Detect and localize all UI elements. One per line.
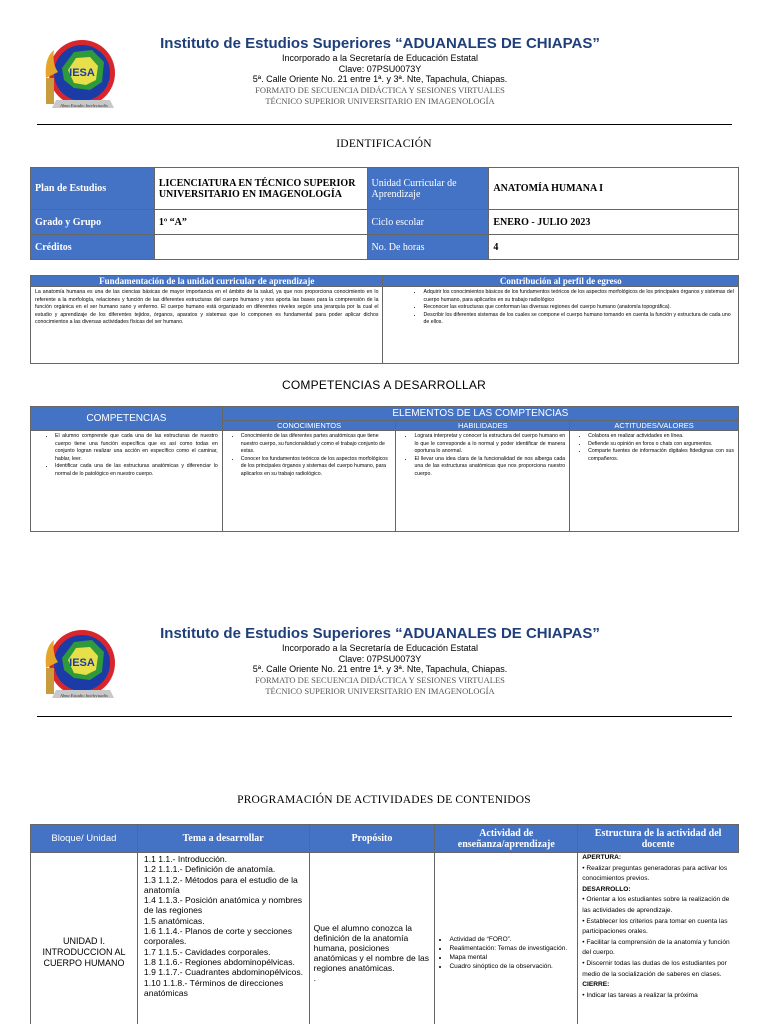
tema-item: 1.6 1.1.4.- Planos de corte y secciones corporales.	[143, 926, 293, 947]
iesa-logo	[40, 628, 124, 706]
temas-cell	[137, 853, 309, 1024]
proposito-cell	[309, 853, 435, 1024]
estructura-line: • Establecer los criterios para tomar en cuenta las participaciones orales.	[582, 917, 728, 936]
actitud-item: • Defiende su opinión en foros o chats con argumentos.	[588, 441, 734, 449]
address-line: 5ª. Calle Oriente No. 21 entre 1ª. y 3ª. Nte, Tapachula, Chiapas.	[252, 74, 508, 84]
institute-title: Instituto de Estudios Superiores “ADUANALES DE CHIAPAS”	[160, 625, 600, 642]
horas-value: 4	[489, 235, 739, 260]
fundamentacion-text: La anatomía humana es una de las ciencias básicas de mayor importancia en el ámbito de la salud, ya que nos proporciona conocimiento en lo referente a la morfología, relaciones y función de las diferentes estructuras del cuerpo humano y nos aporta las bases para la comprensión de la función orgánica en el ser humano sano y enfermo. El cuerpo humano está organizado en diferentes niveles según una jerarquía por la cual el estudio y aprendizaje de los diferentes tejidos, órganos, aparatos y sistemas que lo componen es fundamental para poder aplicar dichos conocimientos a las diversas actividades físicas del ser humano.	[31, 287, 383, 364]
tema-item: 1.2 1.1.1.- Definición de anatomía.	[143, 864, 276, 875]
identification-table	[30, 167, 739, 260]
tema-item: 1.8 1.1.6.- Regiones abdominopélvicas.	[143, 956, 295, 967]
plan-value: LICENCIATURA EN TÉCNICO SUPERIOR UNIVERSITARIO EN IMAGENOLOGÍA	[154, 168, 367, 210]
program-line: TÉCNICO SUPERIOR UNIVERSITARIO EN IMAGENOLOGÍA	[265, 685, 495, 696]
unidad-label: Unidad Curricular de Aprendizaje	[367, 168, 489, 210]
tema-item: 1.5 anatómicas.	[143, 915, 205, 926]
actitudes-cell	[570, 431, 739, 532]
conocimientos-cell	[222, 431, 396, 532]
estructura-line: • Orientar a los estudiantes sobre la realización de las actividades de aprendizaje.	[582, 896, 730, 914]
format-line: FORMATO DE SECUENCIA DIDÁCTICA Y SESIONES VIRTUALES	[255, 675, 505, 685]
page-header	[0, 35, 768, 116]
habilidad-item: • Lograra interpretar y conocer la estructura del cuerpo humano en lo que le corresponde a lo normal y poder identificar de manera oportuna lo anormal.	[414, 433, 565, 456]
unidad-value: ANATOMÍA HUMANA I	[489, 168, 739, 210]
estructura-line: DESARROLLO:	[582, 885, 631, 893]
competencias-header: COMPETENCIAS	[31, 407, 223, 431]
ciclo-value: ENERO - JULIO 2023	[489, 210, 739, 235]
section-title-programacion: PROGRAMACIÓN DE ACTIVIDADES DE CONTENIDOS	[237, 794, 531, 806]
estructura-line: • Facilitar la comprensión de la anatomía y función del cuerpo.	[582, 938, 730, 957]
contribucion-header: Contribución al perfil de egreso	[383, 276, 739, 287]
tema-item: 1.4 1.1.3.- Posición anatómica y nombres de las regiones	[143, 895, 303, 916]
section-title-identificacion: IDENTIFICACIÓN	[336, 138, 432, 150]
col-proposito: Propósito	[309, 825, 435, 853]
competencia-item: • Identificar cada una de las estructuras anatómicas y diferenciar lo normal de lo patológico en nuestro cuerpo.	[55, 463, 218, 478]
competencias-cell	[31, 431, 223, 532]
format-line: FORMATO DE SECUENCIA DIDÁCTICA Y SESIONES VIRTUALES	[255, 85, 505, 95]
estructura-cell	[578, 853, 738, 1024]
incorporation-line: Incorporado a la Secretaría de Educación Estatal	[281, 643, 479, 653]
competencias-table	[30, 406, 739, 532]
actitud-item: • Colabora en realizar actividades en línea.	[588, 433, 734, 441]
estructura-line: • Realizar preguntas generadoras para activar los conocimientos previos.	[582, 864, 728, 883]
svg-text:Alma Estudio Intelectualis: Alma Estudio Intelectualis	[60, 103, 108, 108]
actitud-item: • Comparte fuentes de información digitales fidedignas con sus compañeros.	[588, 448, 734, 463]
competencia-item: • El alumno comprende que cada una de las estructuras de nuestro cuerpo tiene una función específica que es así como todas en conjunto logran realizar una acción en específico como el caminar, hablar, leer.	[55, 433, 218, 463]
svg-text:IESA: IESA	[69, 657, 95, 669]
col-bloque: Bloque/ Unidad	[31, 825, 138, 853]
conocimiento-item: • Conocer los fundamentos teóricos de los aspectos morfológicos de los principales órganos y sistemas del cuerpo humano, para aplicarlos en su trabajo radiológico.	[241, 456, 392, 479]
habilidades-cell	[396, 431, 570, 532]
tema-item: 1.7 1.1.5.- Cavidades corporales.	[143, 946, 271, 957]
actividad-item: • Cuadro sinóptico de la observación.	[449, 962, 573, 971]
actividad-item: • Mapa mental	[449, 953, 573, 962]
horas-label: No. De horas	[367, 235, 489, 260]
tema-item: 1.10 1.1.8.- Términos de direcciones anatómicas	[143, 977, 284, 998]
tema-item: 1.1 1.1.- Introducción.	[143, 854, 228, 864]
header-divider	[37, 716, 732, 717]
col-actividad: Actividad de enseñanza/aprendizaje	[435, 825, 578, 853]
unidad-cell: UNIDAD I. INTRODUCCION AL CUERPO HUMANO	[31, 853, 138, 1024]
estructura-line: • Indicar las tareas a realizar la próxima	[582, 991, 698, 999]
actividades-cell	[435, 853, 578, 1024]
header-divider	[37, 124, 732, 125]
proposito-extra: .	[313, 972, 317, 983]
page-header	[0, 625, 768, 706]
contribucion-item: • Reconocer las estructuras que conforman las diversas regiones del cuerpo humano (anatomía topográfica).	[423, 304, 734, 312]
col-tema: Tema a desarrollar	[137, 825, 309, 853]
actividad-item: • Realimentación: Temas de investigación.	[449, 944, 573, 953]
programacion-header-table	[30, 824, 739, 853]
ciclo-label: Ciclo escolar	[367, 210, 489, 235]
col-estructura: Estructura de la actividad del docente	[578, 825, 739, 853]
svg-text:IESA: IESA	[69, 67, 95, 79]
programacion-body-crop	[30, 852, 738, 1024]
creditos-value	[154, 235, 367, 260]
estructura-line: CIERRE:	[582, 981, 610, 989]
section-title-competencias: COMPETENCIAS A DESARROLLAR	[282, 378, 486, 392]
incorporation-line: Incorporado a la Secretaría de Educación Estatal	[281, 53, 479, 63]
programacion-table	[30, 852, 738, 1024]
institute-title: Instituto de Estudios Superiores “ADUANALES DE CHIAPAS”	[160, 35, 600, 52]
address-line: 5ª. Calle Oriente No. 21 entre 1ª. y 3ª. Nte, Tapachula, Chiapas.	[252, 664, 508, 674]
clave-line: Clave: 07PSU0073Y	[338, 653, 422, 664]
actividad-item: • Actividad de “FORO”.	[449, 935, 573, 944]
iesa-logo	[40, 38, 124, 116]
proposito-text: Que el alumno conozca la definición de la anatomía humana, posiciones anatómicas y el nombre de las regiones anatómicas.	[313, 922, 429, 973]
tema-item: 1.3 1.1.2.- Métodos para el estudio de la anatomía	[143, 874, 298, 895]
estructura-line: • Discernir todas las dudas de los estudiantes por medio de la socialización de saberes en clases.	[582, 959, 727, 978]
program-line: TÉCNICO SUPERIOR UNIVERSITARIO EN IMAGENOLOGÍA	[265, 95, 495, 106]
elementos-header: ELEMENTOS DE LAS COMPTENCIAS	[222, 407, 738, 421]
fundamentacion-header: Fundamentación de la unidad curricular de aprendizaje	[31, 276, 383, 287]
contribucion-item: • Adquirir los conocimientos básicos de los fundamentos teóricos de los aspectos morfológicos de los principales órganos y sistemas del cuerpo humano, para aplicarlos en su trabajo radiológico	[423, 289, 734, 304]
contribucion-item: • Describir los diferentes sistemas de los cuales se compone el cuerpo humano tomando en cuenta la función y estructura de cada uno de ellos.	[423, 312, 734, 327]
conocimientos-header: CONOCIMIENTOS	[222, 421, 396, 431]
svg-text:Alma Estudio Intelectualis: Alma Estudio Intelectualis	[60, 693, 108, 698]
grado-label: Grado y Grupo	[31, 210, 155, 235]
habilidades-header: HABILIDADES	[396, 421, 570, 431]
tema-item: 1.9 1.1.7.- Cuadrantes abdominopélvicos.	[143, 967, 304, 978]
fundamentacion-table	[30, 275, 739, 364]
habilidad-item: • El llevar una idea clara de la funcionalidad de nos alberga cada una de las estructuras anatómicas que nos proporciona nuestro cuerpo.	[414, 456, 565, 479]
creditos-label: Créditos	[31, 235, 155, 260]
clave-line: Clave: 07PSU0073Y	[338, 63, 422, 74]
grado-value: 1º “A”	[154, 210, 367, 235]
plan-label: Plan de Estudios	[31, 168, 155, 210]
conocimiento-item: • Conocimiento de las diferentes partes anatómicas que tiene nuestro cuerpo, su funcionalidad y como el trabajo conjunto de estas.	[241, 433, 392, 456]
estructura-line: APERTURA:	[582, 854, 622, 861]
contribucion-cell	[383, 287, 739, 364]
actitudes-header: ACTITUDES/VALORES	[570, 421, 739, 431]
